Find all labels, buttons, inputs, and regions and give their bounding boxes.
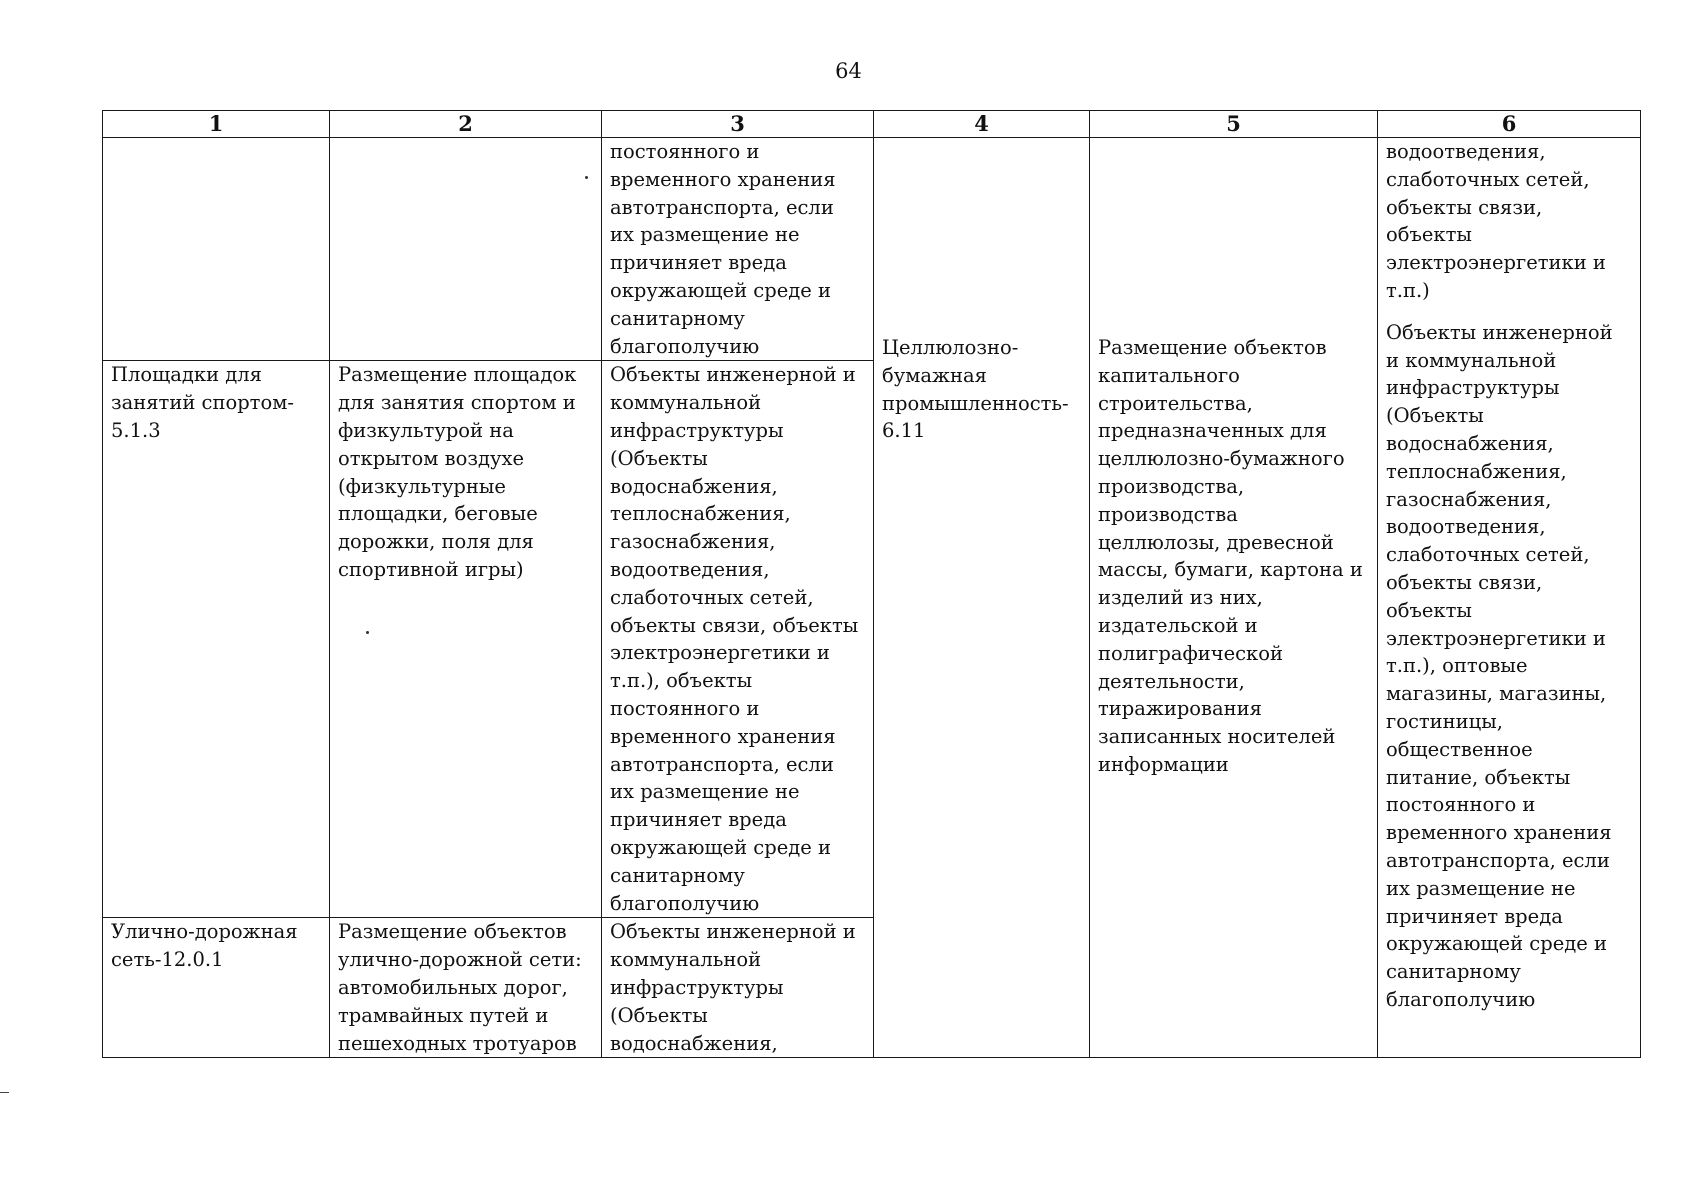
paragraph-gap xyxy=(1386,305,1632,319)
row3-col2-text: Размещение объектов улично-дорожной сети: автомобильных дорог, трамвайных путей и пешеходных тротуаров xyxy=(338,920,582,1055)
row1-col6-cell xyxy=(1378,138,1641,1058)
margin-mark xyxy=(0,1092,9,1093)
column-header-3: 3 xyxy=(602,111,874,138)
row1-col6-top-text: водоотведения, слаботочных сетей, объекты связи, объекты электроэнергетики и т.п.) xyxy=(1386,140,1606,302)
scan-speck xyxy=(585,176,588,179)
row1-col2-cell xyxy=(330,138,602,361)
row3-col3-text: Объекты инженерной и коммунальной инфраструктуры (Объекты водоснабжения, xyxy=(610,920,856,1055)
column-header-5: 5 xyxy=(1090,111,1378,138)
row1-col1-cell xyxy=(103,138,330,361)
column-header-6: 6 xyxy=(1378,111,1641,138)
row1-col4-cell xyxy=(874,138,1090,1058)
row2-col2-cell xyxy=(330,361,602,918)
land-use-description-text: Размещение объектов капитального строительства, предназначенных для целлюлозно-бумажного производства, производства целлюлозы, древесной массы, бумаги, картона и изделий из них, издательской и полиграфической деятельности, тиражирования записанных носителей информации xyxy=(1098,336,1363,776)
column-header-4: 4 xyxy=(874,111,1090,138)
row1-col3-text: постоянного и временного хранения автотранспорта, если их размещение не причиняет вреда окружающей среде и санитарному благополучию xyxy=(610,140,836,358)
row2-col1-cell xyxy=(103,361,330,918)
row3-col3-cell xyxy=(602,918,874,1058)
row1-col3-cell xyxy=(602,138,874,361)
row2-col2-text: Размещение площадок для занятия спортом и физкультурой на открытом воздухе (физкультурные площадки, беговые дорожки, поля для спортивной игры) xyxy=(338,363,577,581)
row2-col3-text: Объекты инженерной и коммунальной инфраструктуры (Объекты водоснабжения, теплоснабжения, газоснабжения, водоотведения, слаботочных сетей, объекты связи, объекты электроэнергетики и т.п.), объекты постоянного и временного хранения автотранспорта, если их размещение не причиняет вреда окружающей среде и санитарному благополучию xyxy=(610,363,859,915)
row2-col1-text: Площадки для занятий спортом- 5.1.3 xyxy=(111,363,294,442)
table-row xyxy=(103,138,1641,361)
land-use-type-text: Целлюлозно- бумажная промышленность- 6.11 xyxy=(882,336,1069,443)
row1-col6-bottom-text: Объекты инженерной и коммунальной инфраструктуры (Объекты водоснабжения, теплоснабжения, газоснабжения, водоотведения, слаботочных сетей, объекты связи, объекты электроэнергетики и т.п.), оптовые магазины, магазины, гостиницы, общественное питание, объекты постоянного и временного хранения автотранспорта, если их размещение не причиняет вреда окружающей среде и санитарному благополучию xyxy=(1386,320,1613,1011)
row2-col3-cell xyxy=(602,361,874,918)
header-row xyxy=(103,111,1641,138)
column-header-2: 2 xyxy=(330,111,602,138)
page-number: 64 xyxy=(835,59,862,83)
row3-col1-cell xyxy=(103,918,330,1058)
row3-col1-text: Улично-дорожная сеть-12.0.1 xyxy=(111,920,298,972)
scan-speck xyxy=(366,631,369,634)
row3-col2-cell xyxy=(330,918,602,1058)
land-use-table xyxy=(102,110,1641,1058)
column-header-1: 1 xyxy=(103,111,330,138)
row1-col5-cell xyxy=(1090,138,1378,1058)
